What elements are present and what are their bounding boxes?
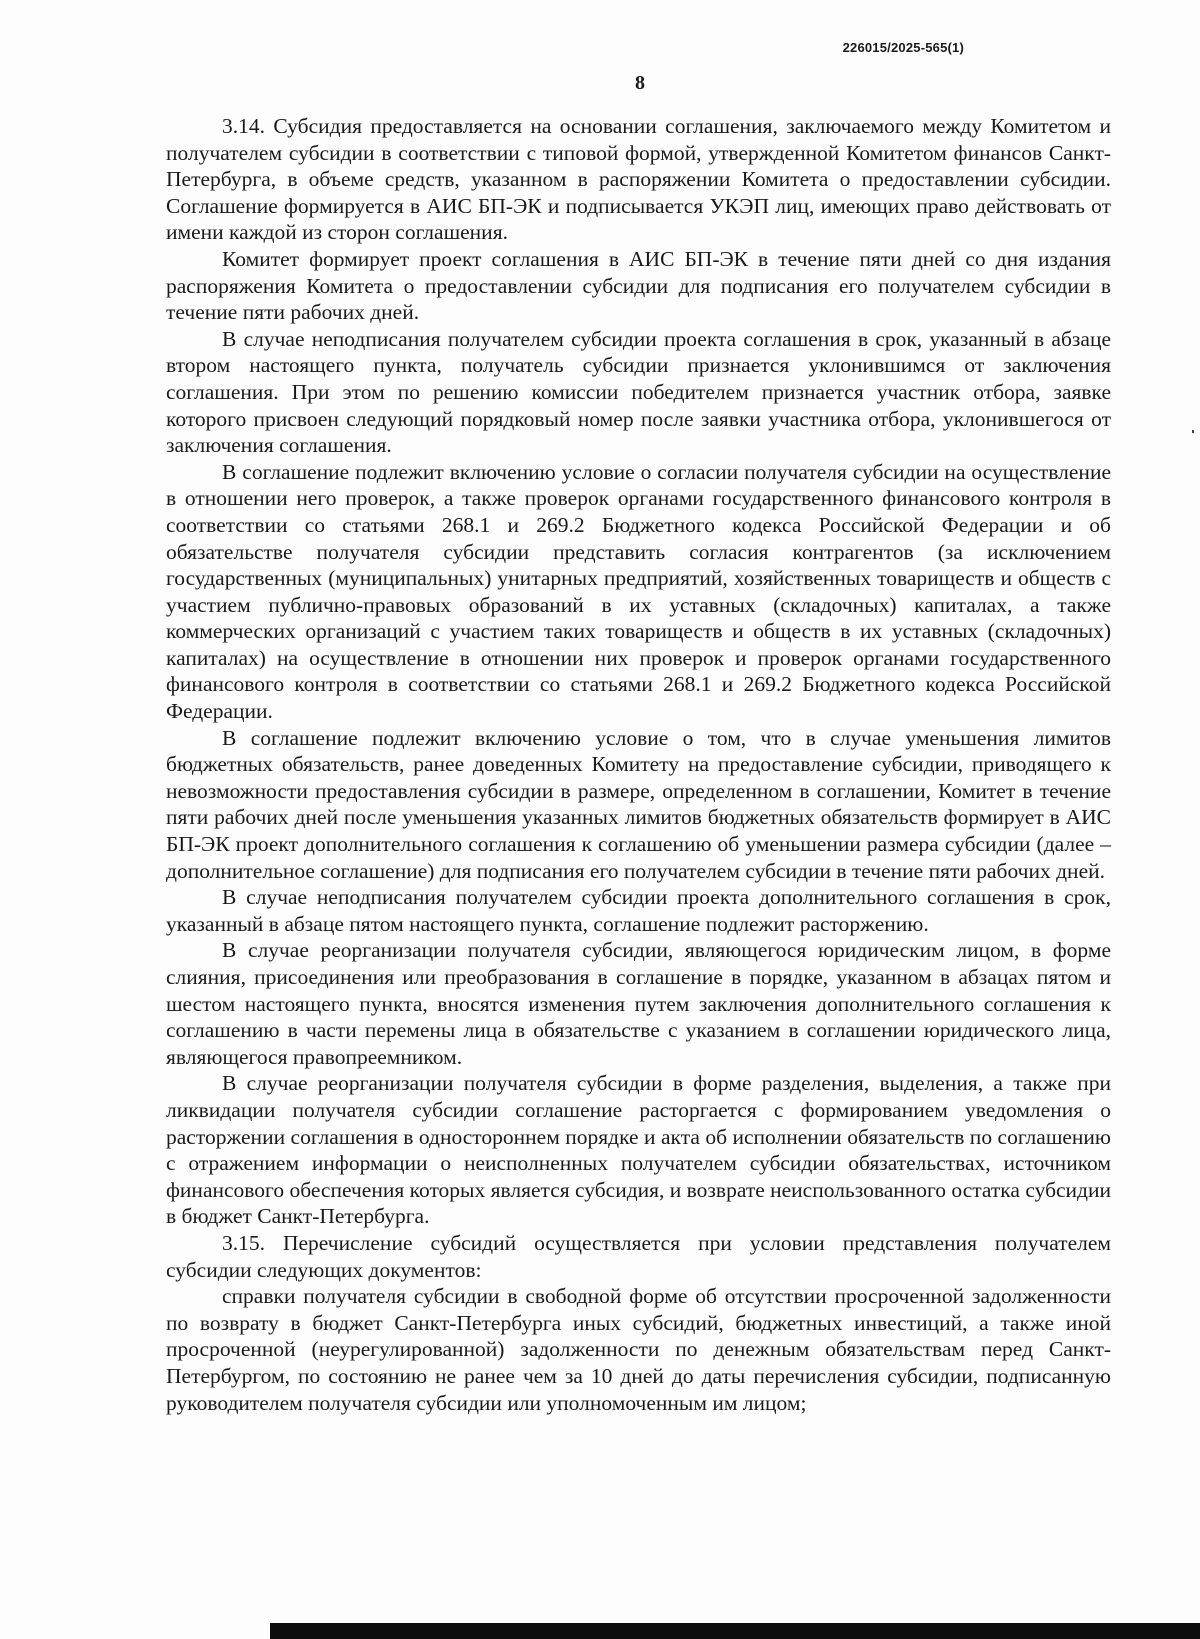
- paragraph-certificate: справки получателя субсидии в свободной форме об отсутствии просроченной задолженности по возврату в бюджет Санкт-Петербурга иных субсидий, бюджетных инвестиций, а также иной просроченной (неурегулированной) задолженности по денежным обязательствам перед Санкт-Петербургом, по состоянию не ранее чем за 10 дней до даты перечисления субсидии, подписанную руководителем получателя субсидии или уполномоченным им лицом;: [166, 1284, 1111, 1415]
- scan-speck: [1192, 430, 1194, 433]
- paragraph-limits-reduction: В соглашение подлежит включению условие о том, что в случае уменьшения лимитов бюджетных обязательств, ранее доведенных Комитету на предоставление субсидии, приводящего к невозможности предоставления субсидии в размере, определенном в соглашении, Комитет в течение пяти рабочих дней после уменьшения указанных лимитов бюджетных обязательств формирует в АИС БП-ЭК проект дополнительного соглашения к соглашению об уменьшении размера субсидии (далее – дополнительное соглашение) для подписания его получателем субсидии в течение пяти рабочих дней.: [166, 725, 1111, 883]
- document-registration-number: 226015/2025-565(1): [842, 40, 964, 55]
- scan-edge-shadow: [270, 1623, 1200, 1639]
- document-body: [166, 113, 1111, 1416]
- paragraph-3-14: 3.14. Субсидия предоставляется на основании соглашения, заключаемого между Комитетом и получателем субсидии в соответствии с типовой формой, утвержденной Комитетом финансов Санкт-Петербурга, в объеме средств, указанном в распоряжении Комитета о предоставлении субсидии. Соглашение формируется в АИС БП-ЭК и подписывается УКЭП лиц, имеющих право действовать от имени каждой из сторон соглашения.: [166, 114, 1111, 245]
- paragraph-draft-agreement: Комитет формирует проект соглашения в АИС БП-ЭК в течение пяти дней со дня издания распоряжения Комитета о предоставлении субсидии для подписания его получателем субсидии в течение пяти рабочих дней.: [166, 246, 1111, 325]
- paragraph-3-15: 3.15. Перечисление субсидий осуществляется при условии представления получателем субсидии следующих документов:: [166, 1230, 1111, 1282]
- paragraph-audit-consent: В соглашение подлежит включению условие о согласии получателя субсидии на осуществление в отношении него проверок, а также проверок органами государственного финансового контроля в соответствии со статьями 268.1 и 269.2 Бюджетного кодекса Российской Федерации и об обязательстве получателя субсидии представить согласия контрагентов (за исключением государственных (муниципальных) унитарных предприятий, хозяйственных товариществ и обществ с участием публично-правовых образований в их уставных (складочных) капиталах, а также коммерческих организаций с участием таких товариществ и обществ в их уставных (складочных) капиталах) на осуществление в отношении них проверок и проверок органами государственного финансового контроля в соответствии со статьями 268.1 и 269.2 Бюджетного кодекса Российской Федерации.: [166, 459, 1111, 724]
- paragraph-reorganization-merger: В случае реорганизации получателя субсидии, являющегося юридическим лицом, в форме слияния, присоединения или преобразования в соглашение в порядке, указанном в абзацах пятом и шестом настоящего пункта, вносятся изменения путем заключения дополнительного соглашения к соглашению в части перемены лица в обязательстве с указанием в соглашении юридического лица, являющегося правопреемником.: [166, 938, 1111, 1069]
- paragraph-non-signing: В случае неподписания получателем субсидии проекта соглашения в срок, указанный в абзаце втором настоящего пункта, получатель субсидии признается уклонившимся от заключения соглашения. При этом по решению комиссии победителем признается участник отбора, заявке которого присвоен следующий порядковый номер после заявки участника отбора, уклонившегося от заключения соглашения.: [166, 326, 1111, 458]
- paragraph-reorganization-division: В случае реорганизации получателя субсидии в форме разделения, выделения, а также при ликвидации получателя субсидии соглашение расторгается с формированием уведомления о расторжении соглашения в одностороннем порядке и акта об исполнении обязательств по соглашению с отражением информации о неисполненных получателем субсидии обязательствах, источником финансового обеспечения которых является субсидия, и возврате неиспользованного остатка субсидии в бюджет Санкт-Петербурга.: [166, 1071, 1112, 1229]
- page-number: 8: [635, 72, 645, 94]
- paragraph-additional-agreement: В случае неподписания получателем субсидии проекта дополнительного соглашения в срок, указанный в абзаце пятом настоящего пункта, соглашение подлежит расторжению.: [166, 885, 1111, 936]
